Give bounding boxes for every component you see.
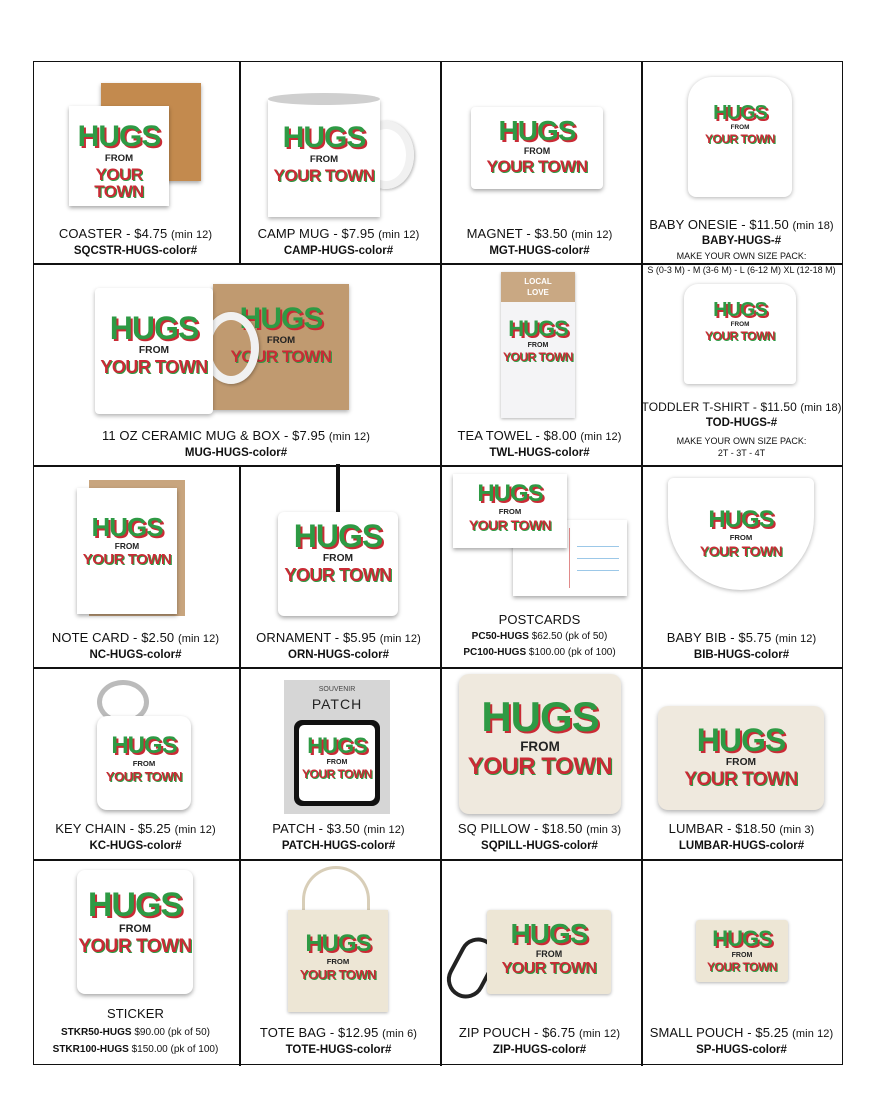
product-cell-tea-towel[interactable] xyxy=(439,262,640,464)
product-cell-small-pouch[interactable] xyxy=(640,858,843,1065)
magnet-image xyxy=(471,107,603,189)
product-title: PATCH - $3.50 (min 12) xyxy=(272,821,405,836)
product-title: TOTE BAG - $12.95 (min 6) xyxy=(259,1025,418,1040)
patch-card xyxy=(284,680,390,814)
product-sku: KC-HUGS-color# xyxy=(89,840,182,852)
product-cell-note-card[interactable] xyxy=(33,464,238,666)
product-sku: MUG-HUGS-color# xyxy=(184,447,288,459)
product-sku: ORN-HUGS-color# xyxy=(288,649,389,661)
hugs-design: HUGS FROM YOUR TOWN xyxy=(273,121,375,185)
hugs-design: HUGS FROM YOUR TOWN xyxy=(230,302,332,366)
hugs-design: HUGS FROM YOUR TOWN xyxy=(503,316,573,365)
size-pack-sizes: S (0-3 M) - M (3-6 M) - L (6-12 M) XL (12-18 M) xyxy=(647,265,836,275)
product-title: MAGNET - $3.50 (min 12) xyxy=(466,226,613,241)
product-cell-coaster[interactable] xyxy=(33,61,238,262)
product-sku: SP-HUGS-color# xyxy=(696,1044,787,1056)
product-cell-lumbar[interactable] xyxy=(640,666,843,858)
hugs-design: HUGS FROM YOUR TOWN xyxy=(705,299,775,344)
product-sku: LUMBAR-HUGS-color# xyxy=(678,840,805,852)
size-pack-note: MAKE YOUR OWN SIZE PACK: xyxy=(676,251,807,261)
sq-pillow-image xyxy=(459,674,621,814)
postcard-front-image xyxy=(453,474,567,548)
product-title: BABY ONESIE - $11.50 (min 18) xyxy=(649,217,834,232)
baby-bib-image xyxy=(668,478,814,590)
product-sku: PATCH-HUGS-color# xyxy=(281,840,396,852)
product-sku: NC-HUGS-color# xyxy=(89,649,182,661)
product-cell-baby-bib[interactable] xyxy=(640,464,843,666)
product-title: LUMBAR - $18.50 (min 3) xyxy=(668,821,815,836)
product-title: SMALL POUCH - $5.25 (min 12) xyxy=(649,1025,834,1040)
product-title: CAMP MUG - $7.95 (min 12) xyxy=(257,226,420,241)
product-sku: ZIP-HUGS-color# xyxy=(492,1044,587,1056)
product-cell-postcards[interactable] xyxy=(439,464,640,666)
product-cell-camp-mug[interactable] xyxy=(238,61,439,262)
mug-rim xyxy=(268,93,380,105)
camp-mug-image xyxy=(268,99,380,217)
hugs-design: HUGS FROM YOUR TOWN xyxy=(468,480,552,533)
product-cell-sq-pillow[interactable] xyxy=(439,666,640,858)
toddler-shirt-image xyxy=(684,284,796,384)
design-line-hugs: HUGS xyxy=(77,120,161,153)
pack-price-line: PC100-HUGS $100.00 (pk of 100) xyxy=(463,647,616,658)
ornament-ribbon xyxy=(336,464,340,514)
product-sku: TOD-HUGS-# xyxy=(705,417,778,429)
product-sku: MGT-HUGS-color# xyxy=(489,245,590,257)
product-title: TODDLER T-SHIRT - $11.50 (min 18) xyxy=(641,400,842,414)
coaster-image xyxy=(69,106,169,206)
product-title: NOTE CARD - $2.50 (min 12) xyxy=(51,630,220,645)
hugs-design: HUGS FROM YOUR TOWN xyxy=(707,926,777,975)
product-cell-ornament[interactable] xyxy=(238,464,439,666)
product-cell-baby-onesie[interactable] xyxy=(640,61,843,262)
ceramic-mug-image xyxy=(95,288,213,414)
size-pack-sizes: 2T - 3T - 4T xyxy=(717,448,766,458)
hugs-design: HUGS FROM YOUR TOWN xyxy=(105,732,183,784)
product-sku: TWL-HUGS-color# xyxy=(489,447,590,459)
product-cell-patch[interactable] xyxy=(238,666,439,858)
hugs-design: HUGS FROM YOUR TOWN xyxy=(299,930,377,982)
product-title: ORNAMENT - $5.95 (min 12) xyxy=(256,630,421,645)
product-title: SQ PILLOW - $18.50 (min 3) xyxy=(457,821,622,836)
product-title: 11 OZ CERAMIC MUG & BOX - $7.95 (min 12) xyxy=(101,428,371,443)
hugs-design: HUGS FROM YOUR TOWN xyxy=(78,886,192,957)
hugs-design: HUGS FROM YOUR TOWN xyxy=(705,102,775,147)
lumbar-pillow-image xyxy=(658,706,824,810)
product-title: COASTER - $4.75 (min 12) xyxy=(58,226,213,241)
product-sku: CAMP-HUGS-color# xyxy=(283,245,394,257)
design-line-town: YOUR TOWN xyxy=(94,164,144,201)
product-title: STICKER xyxy=(106,1006,165,1021)
hugs-design: HUGS FROM YOUR TOWN xyxy=(100,310,208,378)
product-cell-zip-pouch[interactable] xyxy=(439,858,640,1065)
towel-band: LOCAL LOVE xyxy=(501,272,575,302)
product-title: ZIP POUCH - $6.75 (min 12) xyxy=(458,1025,621,1040)
hugs-design: HUGS FROM YOUR TOWN xyxy=(699,506,783,559)
product-title: KEY CHAIN - $5.25 (min 12) xyxy=(55,821,216,836)
product-sku: TOTE-HUGS-color# xyxy=(285,1044,392,1056)
zip-pouch-image xyxy=(487,910,611,994)
sticker-image xyxy=(77,870,193,994)
onesie-image xyxy=(688,77,792,197)
product-title: TEA TOWEL - $8.00 (min 12) xyxy=(457,428,622,443)
product-sku: SQPILL-HUGS-color# xyxy=(481,840,598,852)
hugs-design: HUGS FROM YOUR TOWN xyxy=(82,512,172,569)
size-pack-note: MAKE YOUR OWN SIZE PACK: xyxy=(676,436,807,446)
product-cell-mug-and-box[interactable] xyxy=(33,262,439,464)
patch-card-title: PATCH xyxy=(311,696,363,712)
tea-towel-image xyxy=(501,272,575,418)
product-cell-magnet[interactable] xyxy=(439,61,640,262)
product-title: POSTCARDS xyxy=(498,612,581,627)
design-line-from: FROM xyxy=(104,153,134,164)
small-pouch-image xyxy=(696,920,788,982)
hugs-design: HUGS FROM YOUR TOWN xyxy=(284,518,392,586)
note-card-image xyxy=(77,488,177,614)
product-sku: SQCSTR-HUGS-color# xyxy=(73,245,198,257)
product-sku: BIB-HUGS-color# xyxy=(693,649,790,661)
product-cell-toddler-tshirt[interactable] xyxy=(640,262,843,464)
product-title: BABY BIB - $5.75 (min 12) xyxy=(666,630,817,645)
hugs-design: HUGS FROM YOUR TOWN xyxy=(302,733,372,782)
pack-price-line: PC50-HUGS $62.50 (pk of 50) xyxy=(471,631,608,642)
pack-price-line: STKR100-HUGS $150.00 (pk of 100) xyxy=(52,1044,219,1055)
hugs-design xyxy=(69,122,169,200)
product-cell-tote-bag[interactable] xyxy=(238,858,439,1065)
hugs-design: HUGS FROM YOUR TOWN xyxy=(684,722,798,791)
product-cell-sticker[interactable] xyxy=(33,858,238,1065)
patch-card-label: SOUVENIR xyxy=(318,686,356,693)
hugs-design: HUGS FROM YOUR TOWN xyxy=(486,115,588,176)
hugs-design: HUGS FROM YOUR TOWN xyxy=(501,918,597,977)
tote-bag-image xyxy=(288,910,388,1012)
product-cell-key-chain[interactable] xyxy=(33,666,238,858)
product-sku: BABY-HUGS-# xyxy=(701,235,782,247)
patch-image xyxy=(294,720,380,806)
ornament-image xyxy=(278,512,398,616)
hugs-design: HUGS FROM YOUR TOWN xyxy=(467,693,613,781)
key-chain-image xyxy=(97,716,191,810)
pack-price-line: STKR50-HUGS $90.00 (pk of 50) xyxy=(61,1027,210,1038)
